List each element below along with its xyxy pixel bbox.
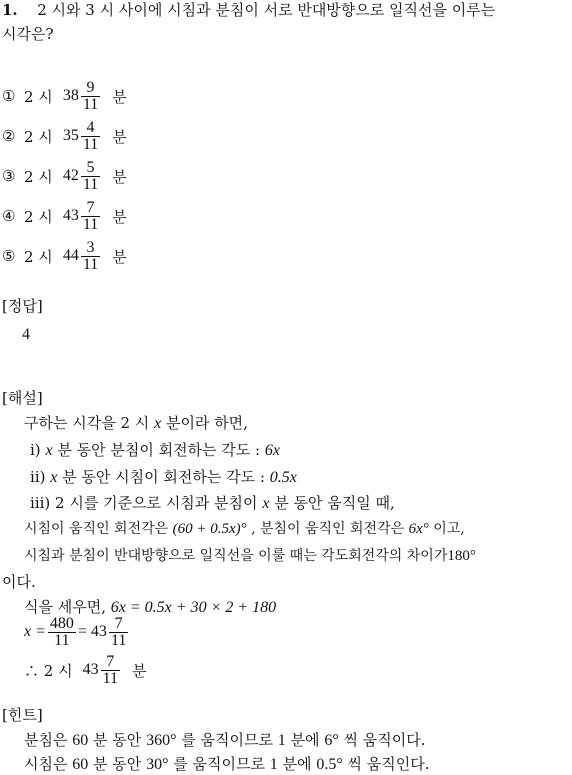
answer-header: [정답]: [2, 297, 43, 315]
option-fraction: $\frac{5}{11}$: [82, 158, 99, 193]
option-2[interactable]: [2, 116, 127, 156]
option-unit: 분: [112, 87, 127, 106]
option-fraction: $\frac{7}{11}$: [82, 198, 99, 233]
option-fraction: $\frac{3}{11}$: [82, 238, 99, 273]
option-unit: 분: [112, 167, 127, 186]
option-whole: 43: [62, 207, 79, 224]
option-marker: ③: [2, 167, 16, 185]
option-hour: 2 시: [24, 127, 53, 146]
option-4[interactable]: [2, 196, 127, 236]
option-3[interactable]: [2, 156, 127, 196]
explanation-line-8: 식을 세우면, 6x = 0.5x + 30 × 2 + 180: [24, 598, 277, 616]
explanation-line-4: ⅲ) 2 시를 기준으로 시침과 분침이 x 분 동안 움직일 때,: [30, 494, 395, 512]
option-whole: 42: [62, 167, 79, 184]
question-text: 2 시와 3 시 사이에 시침과 분침이 서로 반대방향으로 일직선을 이루는: [37, 1, 496, 19]
option-hour: 2 시: [24, 207, 53, 226]
question-line-2: [2, 24, 54, 44]
option-marker: ⑤: [2, 247, 16, 265]
option-whole: 38: [62, 87, 79, 104]
option-whole: 44: [62, 247, 79, 264]
explanation-line-6: 시침과 분침이 반대방향으로 일직선을 이룰 때는 각도회전각의 차이가180°: [24, 548, 476, 564]
hint-header: [힌트]: [2, 706, 43, 724]
option-1[interactable]: [2, 76, 127, 116]
option-marker: ①: [2, 87, 16, 105]
explanation-line-10: ∴ 2 시 43 $\frac{7}{11}$ 분: [24, 652, 147, 687]
option-fraction: $\frac{9}{11}$: [82, 78, 99, 113]
answer-value: 4: [22, 326, 30, 343]
question-text-cont: 시각은?: [2, 25, 54, 43]
fraction: $\frac{480}{11}$: [49, 614, 74, 649]
option-unit: 분: [112, 207, 127, 226]
explanation-line-5: 시침이 움직인 회전각은 (60 + 0.5x)° , 분침이 움직인 회전각은 6x° 이고,: [24, 521, 465, 537]
explanation-line-1: 구하는 시각을 2 시 x 분이라 하면,: [24, 414, 248, 432]
explanation-header: [해설]: [2, 389, 43, 407]
option-hour: 2 시: [24, 167, 53, 186]
option-unit: 분: [112, 127, 127, 146]
fraction: $\frac{7}{11}$: [110, 614, 127, 649]
question-number: 1.: [2, 1, 18, 19]
question-line-1: [2, 0, 495, 20]
explanation-line-2: ⅰ) x 분 동안 분침이 회전하는 각도 : 6x: [30, 441, 280, 459]
option-unit: 분: [112, 247, 127, 266]
options-list: [2, 76, 127, 276]
explanation-line-7: 이다.: [2, 573, 36, 591]
option-hour: 2 시: [24, 247, 53, 266]
fraction: $\frac{7}{11}$: [102, 652, 118, 687]
option-marker: ②: [2, 127, 16, 145]
explanation-line-3: ⅱ) x 분 동안 시침이 회전하는 각도 : 0.5x: [30, 468, 297, 486]
hint-line-1: 분침은 60 분 동안 360° 를 움직이므로 1 분에 6° 씩 움직이다.: [24, 731, 426, 749]
option-hour: 2 시: [24, 87, 53, 106]
hint-line-2: 시침은 60 분 동안 30° 를 움직이므로 1 분에 0.5° 씩 움직인다.: [24, 755, 430, 773]
explanation-line-9: x = $\frac{480}{11}$ = 43 $\frac{7}{11}$: [24, 614, 127, 649]
option-marker: ④: [2, 207, 16, 225]
option-fraction: $\frac{4}{11}$: [82, 118, 99, 153]
option-5[interactable]: [2, 236, 127, 276]
option-whole: 35: [62, 127, 79, 144]
